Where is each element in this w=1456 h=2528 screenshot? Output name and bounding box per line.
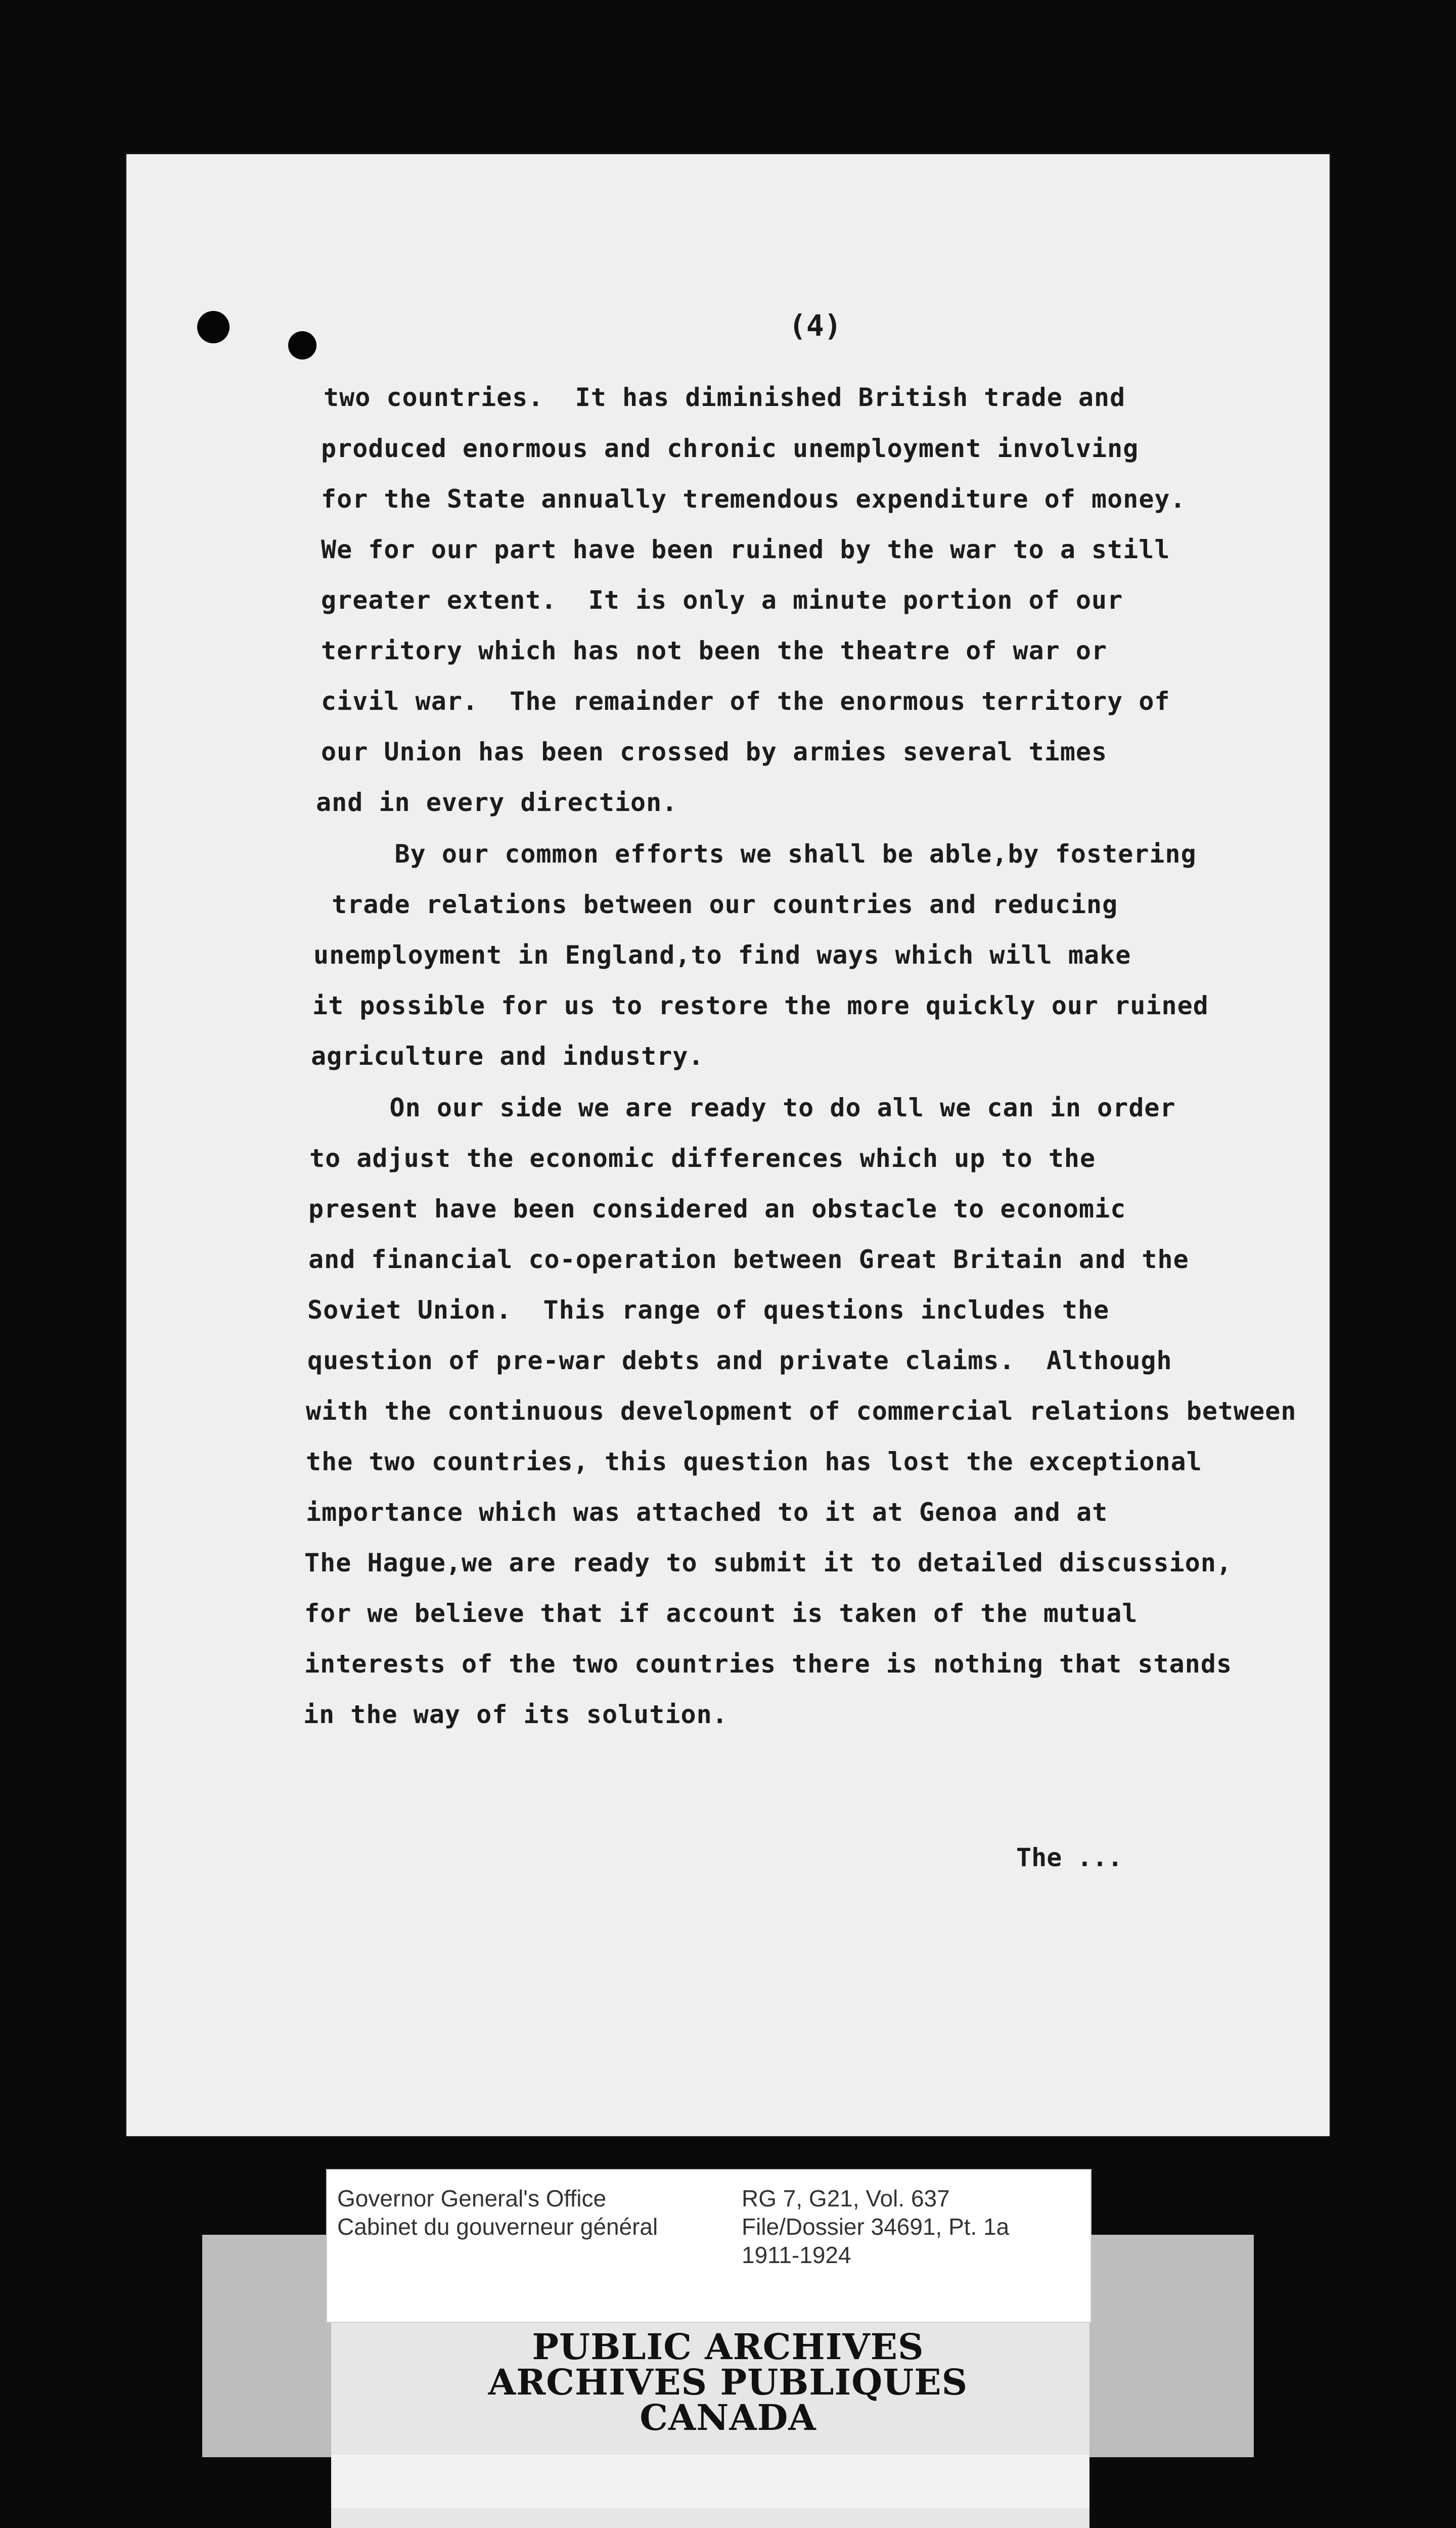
text-line: and financial co-operation between Great Britain and the: [308, 1245, 1189, 1274]
stamp-line-3: CANADA: [640, 2397, 816, 2439]
text-line: On our side we are ready to do all we can in order: [311, 1093, 1176, 1122]
page-number: (4): [789, 308, 842, 343]
text-line: in the way of its solution.: [303, 1700, 728, 1729]
text-line: the two countries, this question has lost the exceptional: [306, 1447, 1202, 1476]
file-number: File/Dossier 34691, Pt. 1a: [742, 2214, 1010, 2240]
text-line: territory which has not been the theatre of war or: [321, 636, 1108, 665]
text-line: and in every direction.: [316, 788, 678, 817]
text-line: it possible for us to restore the more quickly our ruined: [312, 991, 1209, 1020]
text-line: our Union has been crossed by armies several times: [321, 737, 1108, 766]
reference-block: [742, 2184, 1009, 2269]
punch-hole-left: [197, 311, 230, 343]
continuation-text: The ...: [1016, 1843, 1123, 1872]
document-page: [126, 154, 1330, 2136]
text-line: We for our part have been ruined by the war to a still: [321, 535, 1170, 564]
text-line: greater extent. It is only a minute portion of our: [321, 585, 1123, 615]
text-line: interests of the two countries there is nothing that stands: [304, 1649, 1233, 1679]
text-line: to adjust the economic differences which up to the: [309, 1144, 1096, 1173]
stamp-line-1: PUBLIC ARCHIVES: [532, 2326, 924, 2368]
text-line: agriculture and industry.: [311, 1042, 704, 1071]
text-line: two countries. It has diminished British trade and: [324, 383, 1126, 412]
stamp-line-2: ARCHIVES PUBLIQUES: [488, 2361, 968, 2403]
text-line: civil war. The remainder of the enormous territory of: [321, 687, 1170, 716]
text-line: for the State annually tremendous expenditure of money.: [321, 484, 1186, 514]
date-range: 1911-1924: [742, 2242, 851, 2268]
text-line: present have been considered an obstacle to economic: [308, 1194, 1126, 1224]
text-line: question of pre-war debts and private claims. Although: [307, 1346, 1172, 1375]
record-group: RG 7, G21, Vol. 637: [742, 2185, 950, 2211]
text-line: unemployment in England,to find ways which will make: [313, 940, 1131, 970]
stamp-bottom-strip: [331, 2455, 1089, 2508]
text-line: Soviet Union. This range of questions includes the: [307, 1295, 1110, 1325]
punch-hole-right: [288, 331, 316, 359]
text-line: By our common efforts we shall be able,by fostering: [316, 839, 1197, 869]
office-name-fr: Cabinet du gouverneur général: [337, 2214, 658, 2240]
text-line: for we believe that if account is taken of the mutual: [304, 1599, 1138, 1628]
office-block: [337, 2184, 658, 2241]
text-line: The Hague,we are ready to submit it to detailed discussion,: [304, 1548, 1233, 1577]
text-line: trade relations between our countries and reducing: [316, 890, 1118, 919]
text-line: produced enormous and chronic unemployment involving: [321, 434, 1139, 463]
text-line: with the continuous development of commercial relations between: [306, 1396, 1297, 1426]
office-name-en: Governor General's Office: [337, 2185, 607, 2211]
archive-reference-label: [326, 2169, 1091, 2323]
text-line: importance which was attached to it at Genoa and at: [306, 1498, 1108, 1527]
